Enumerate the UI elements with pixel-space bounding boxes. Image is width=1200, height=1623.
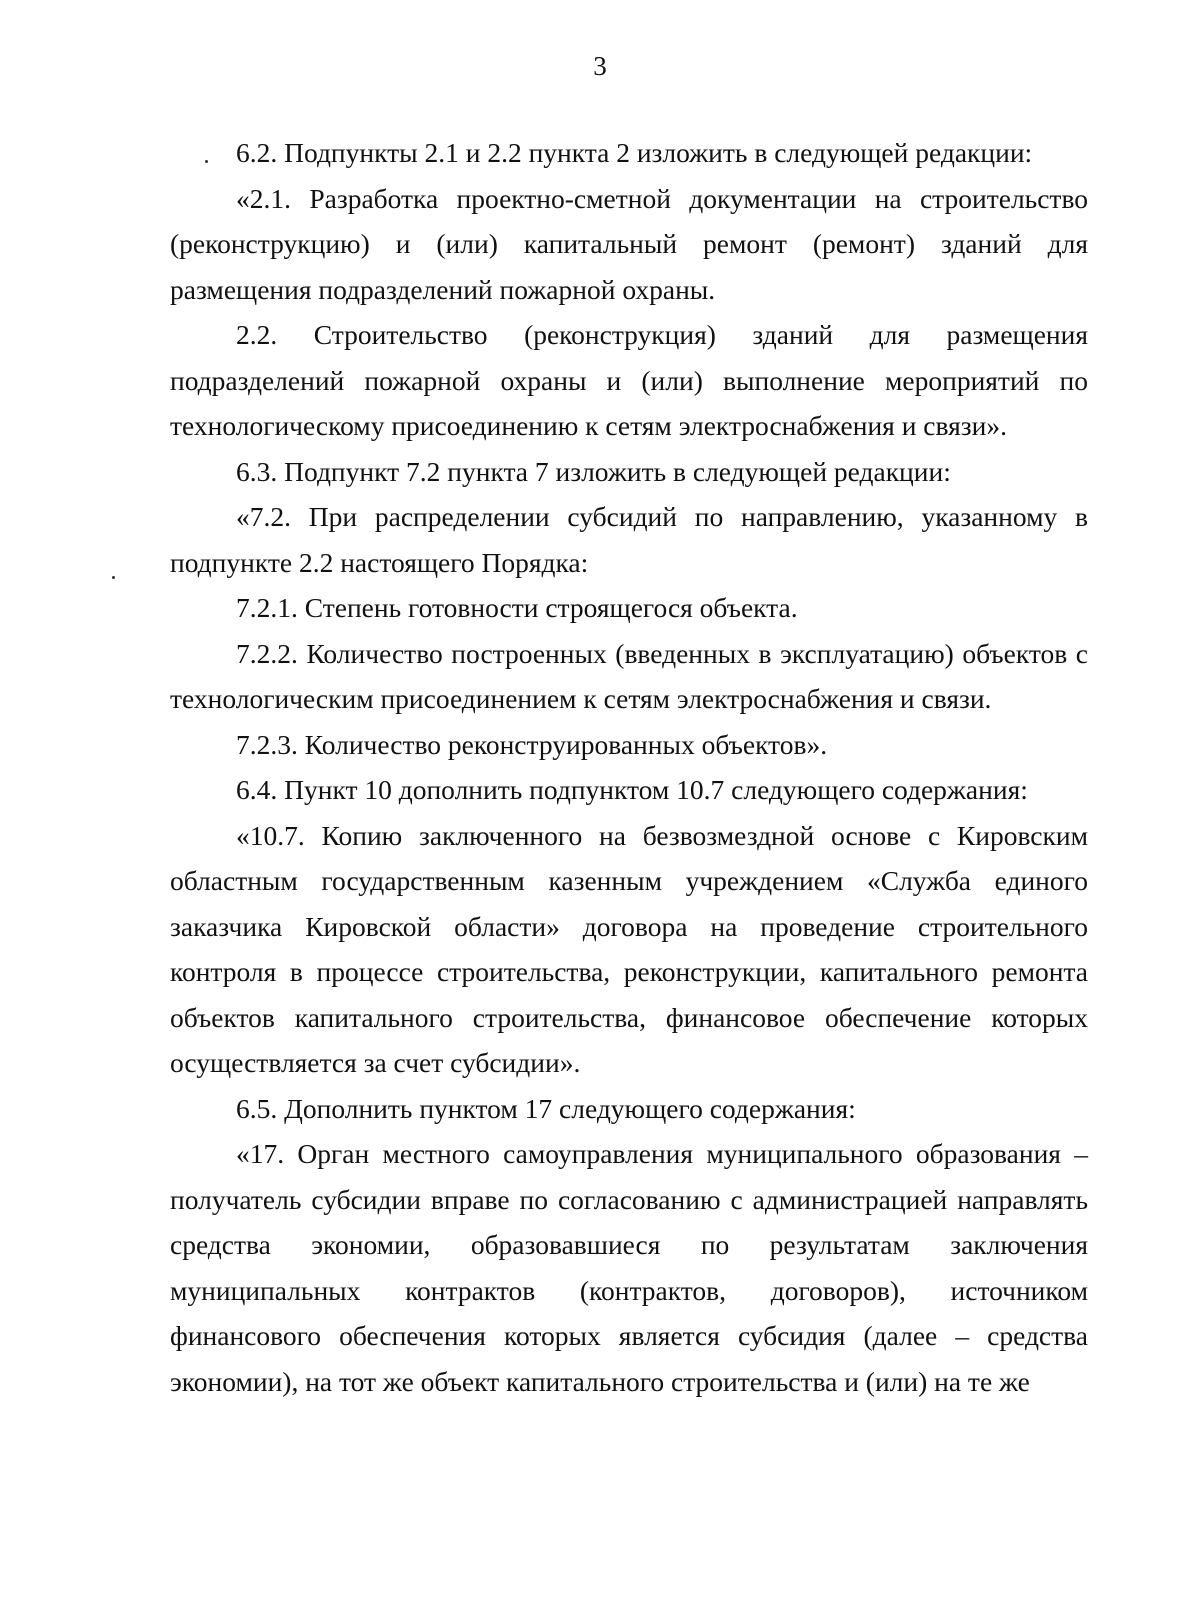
paragraph-7-2-3: 7.2.3. Количество реконструированных объектов». — [236, 728, 828, 760]
paragraph-17: «17. Орган местного самоуправления муниципального образования – получатель субсидии вправе по согласованию с администрацией направлять средства экономии, образовавшиеся по результатам заключения муниципальных контрактов (контрактов, договоров), источником финансового обеспечения которых является субсидия (далее – средства экономии), на тот же объект капитального строительства и (или) на те же — [170, 1138, 1088, 1397]
paragraph-7-2: «7.2. При распределении субсидий по направлению, указанному в подпункте 2.2 настоящего Порядка: — [170, 501, 1088, 578]
page-number: 3 — [593, 51, 607, 81]
paragraph-7-2-2: 7.2.2. Количество построенных (введенных в эксплуатацию) объектов с технологическим присоединением к сетям электроснабжения и связи. — [170, 637, 1088, 714]
paragraph-6-3: 6.3. Подпункт 7.2 пункта 7 изложить в следующей редакции: — [236, 455, 951, 487]
paragraph-2-2: 2.2. Строительство (реконструкция) зданий для размещения подразделений пожарной охраны и (или) выполнение мероприятий по технологическому присоединению к сетям электроснабжения и связи». — [170, 319, 1088, 441]
paragraph-10-7: «10.7. Копию заключенного на безвозмездной основе с Кировским областным государственным казенным учреждением «Служба единого заказчика Кировской области» договора на проведение строительного контроля в процессе строительства, реконструкции, капитального ремонта объектов капитального строительства, финансовое обеспечение которых осуществляется за счет субсидии». — [170, 819, 1088, 1078]
paragraph-6-4: 6.4. Пункт 10 дополнить подпунктом 10.7 следующего содержания: — [236, 774, 1028, 805]
document-body — [170, 130, 1088, 1404]
paragraph-6-5: 6.5. Дополнить пунктом 17 следующего содержания: — [236, 1092, 856, 1124]
scan-speck — [112, 576, 115, 579]
paragraph-6-2: 6.2. Подпункты 2.1 и 2.2 пункта 2 изложить в следующей редакции: — [236, 137, 1033, 168]
paragraph-2-1: «2.1. Разработка проектно-сметной документации на строительство (реконструкцию) и (или) капитальный ремонт (ремонт) зданий для размещения подразделений пожарной охраны. — [170, 182, 1088, 305]
paragraph-7-2-1: 7.2.1. Степень готовности строящегося объекта. — [236, 592, 798, 623]
